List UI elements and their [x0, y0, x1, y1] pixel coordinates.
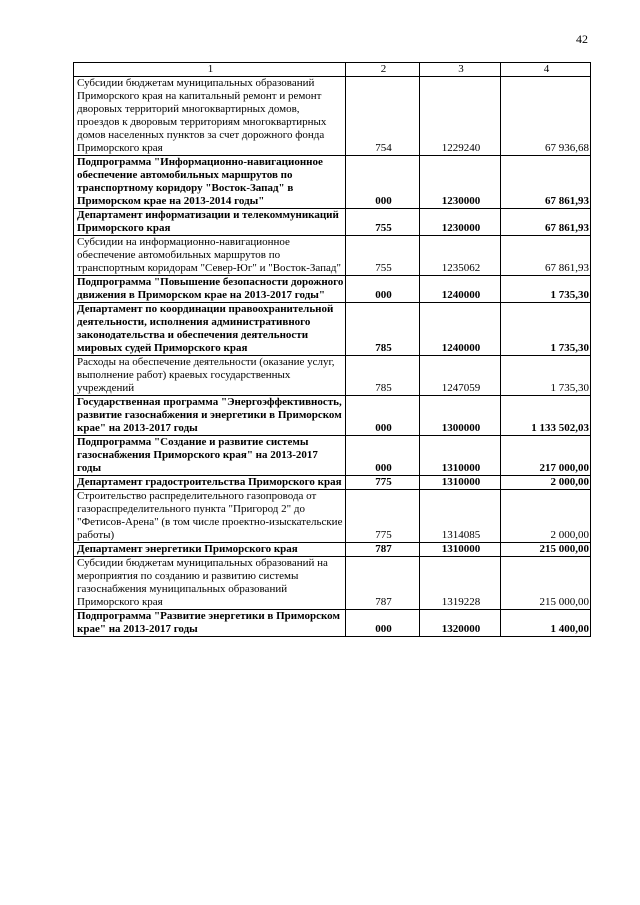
cell-amount: 215 000,00: [501, 557, 591, 610]
table-row: [74, 303, 591, 356]
cell-name: Подпрограмма "Повышение безопасности дорожного движения в Приморском крае на 2013-2017 годы": [74, 276, 346, 303]
cell-target-code: 1319228: [420, 557, 501, 610]
table-row: [74, 396, 591, 436]
cell-target-code: 1310000: [420, 436, 501, 476]
column-header-dept: 2: [346, 63, 420, 77]
cell-name: Департамент градостроительства Приморского края: [74, 476, 346, 490]
cell-amount: 1 735,30: [501, 303, 591, 356]
cell-dept-code: 754: [346, 77, 420, 156]
cell-target-code: 1310000: [420, 476, 501, 490]
cell-name: Подпрограмма "Информационно-навигационное обеспечение автомобильных маршрутов по транспортному коридору "Восток-Запад" в Приморском крае на 2013-2014 годы": [74, 156, 346, 209]
table-row: [74, 356, 591, 396]
table-row: [74, 209, 591, 236]
cell-amount: 1 400,00: [501, 610, 591, 637]
cell-target-code: 1240000: [420, 303, 501, 356]
cell-amount: 217 000,00: [501, 436, 591, 476]
cell-amount: 67 861,93: [501, 156, 591, 209]
cell-amount: 2 000,00: [501, 490, 591, 543]
cell-name: Субсидии бюджетам муниципальных образований Приморского края на капитальный ремонт и ремонт дворовых территорий многоквартирных домов, проездов к дворовым территориям многоквартирных домов населенных пунктов за счет дорожного фонда Приморского края: [74, 77, 346, 156]
cell-dept-code: 755: [346, 236, 420, 276]
cell-amount: 1 735,30: [501, 356, 591, 396]
cell-dept-code: 785: [346, 303, 420, 356]
cell-amount: 67 861,93: [501, 209, 591, 236]
column-header-code: 3: [420, 63, 501, 77]
cell-name: Департамент по координации правоохранительной деятельности, исполнения административного законодательства и обеспечения деятельности мировых судей Приморского края: [74, 303, 346, 356]
cell-target-code: 1314085: [420, 490, 501, 543]
cell-dept-code: 000: [346, 276, 420, 303]
cell-target-code: 1310000: [420, 543, 501, 557]
table-row: [74, 236, 591, 276]
cell-dept-code: 000: [346, 156, 420, 209]
cell-name: Субсидии бюджетам муниципальных образований на мероприятия по созданию и развитию системы газоснабжения муниципальных образований Приморского края: [74, 557, 346, 610]
table-row: [74, 490, 591, 543]
cell-dept-code: 787: [346, 557, 420, 610]
table-row: [74, 156, 591, 209]
table-row: [74, 436, 591, 476]
cell-dept-code: 755: [346, 209, 420, 236]
cell-name: Государственная программа "Энергоэффективность, развитие газоснабжения и энергетики в Приморском крае" на 2013-2017 годы: [74, 396, 346, 436]
cell-target-code: 1247059: [420, 356, 501, 396]
cell-dept-code: 000: [346, 396, 420, 436]
table-row: [74, 77, 591, 156]
cell-amount: 1 735,30: [501, 276, 591, 303]
cell-amount: 1 133 502,03: [501, 396, 591, 436]
cell-target-code: 1240000: [420, 276, 501, 303]
cell-target-code: 1235062: [420, 236, 501, 276]
cell-name: Департамент информатизации и телекоммуникаций Приморского края: [74, 209, 346, 236]
cell-amount: 67 936,68: [501, 77, 591, 156]
cell-dept-code: 775: [346, 490, 420, 543]
cell-name: Строительство распределительного газопровода от газораспределительного пункта "Пригород 2" до "Фетисов-Арена" (в том числе проектно-изыскательские работы): [74, 490, 346, 543]
cell-name: Расходы на обеспечение деятельности (оказание услуг, выполнение работ) краевых государственных учреждений: [74, 356, 346, 396]
table-row: [74, 276, 591, 303]
table-row: [74, 543, 591, 557]
cell-amount: 215 000,00: [501, 543, 591, 557]
table-row: [74, 557, 591, 610]
column-header-amount: 4: [501, 63, 591, 77]
cell-dept-code: 000: [346, 436, 420, 476]
cell-target-code: 1229240: [420, 77, 501, 156]
cell-target-code: 1300000: [420, 396, 501, 436]
cell-target-code: 1320000: [420, 610, 501, 637]
cell-name: Подпрограмма "Создание и развитие системы газоснабжения Приморского края" на 2013-2017 годы: [74, 436, 346, 476]
table-row: [74, 610, 591, 637]
cell-name: Подпрограмма "Развитие энергетики в Приморском крае" на 2013-2017 годы: [74, 610, 346, 637]
cell-amount: 67 861,93: [501, 236, 591, 276]
cell-target-code: 1230000: [420, 156, 501, 209]
cell-dept-code: 775: [346, 476, 420, 490]
table-row: [74, 476, 591, 490]
cell-amount: 2 000,00: [501, 476, 591, 490]
table-body: [74, 77, 591, 637]
cell-dept-code: 787: [346, 543, 420, 557]
page-number: 42: [576, 32, 588, 46]
budget-table: [73, 62, 591, 637]
cell-dept-code: 000: [346, 610, 420, 637]
cell-name: Субсидии на информационно-навигационное обеспечение автомобильных маршрутов по транспортным коридорам "Север-Юг" и "Восток-Запад": [74, 236, 346, 276]
cell-name: Департамент энергетики Приморского края: [74, 543, 346, 557]
column-header-name: 1: [74, 63, 346, 77]
table-header-row: [74, 63, 591, 77]
cell-dept-code: 785: [346, 356, 420, 396]
cell-target-code: 1230000: [420, 209, 501, 236]
